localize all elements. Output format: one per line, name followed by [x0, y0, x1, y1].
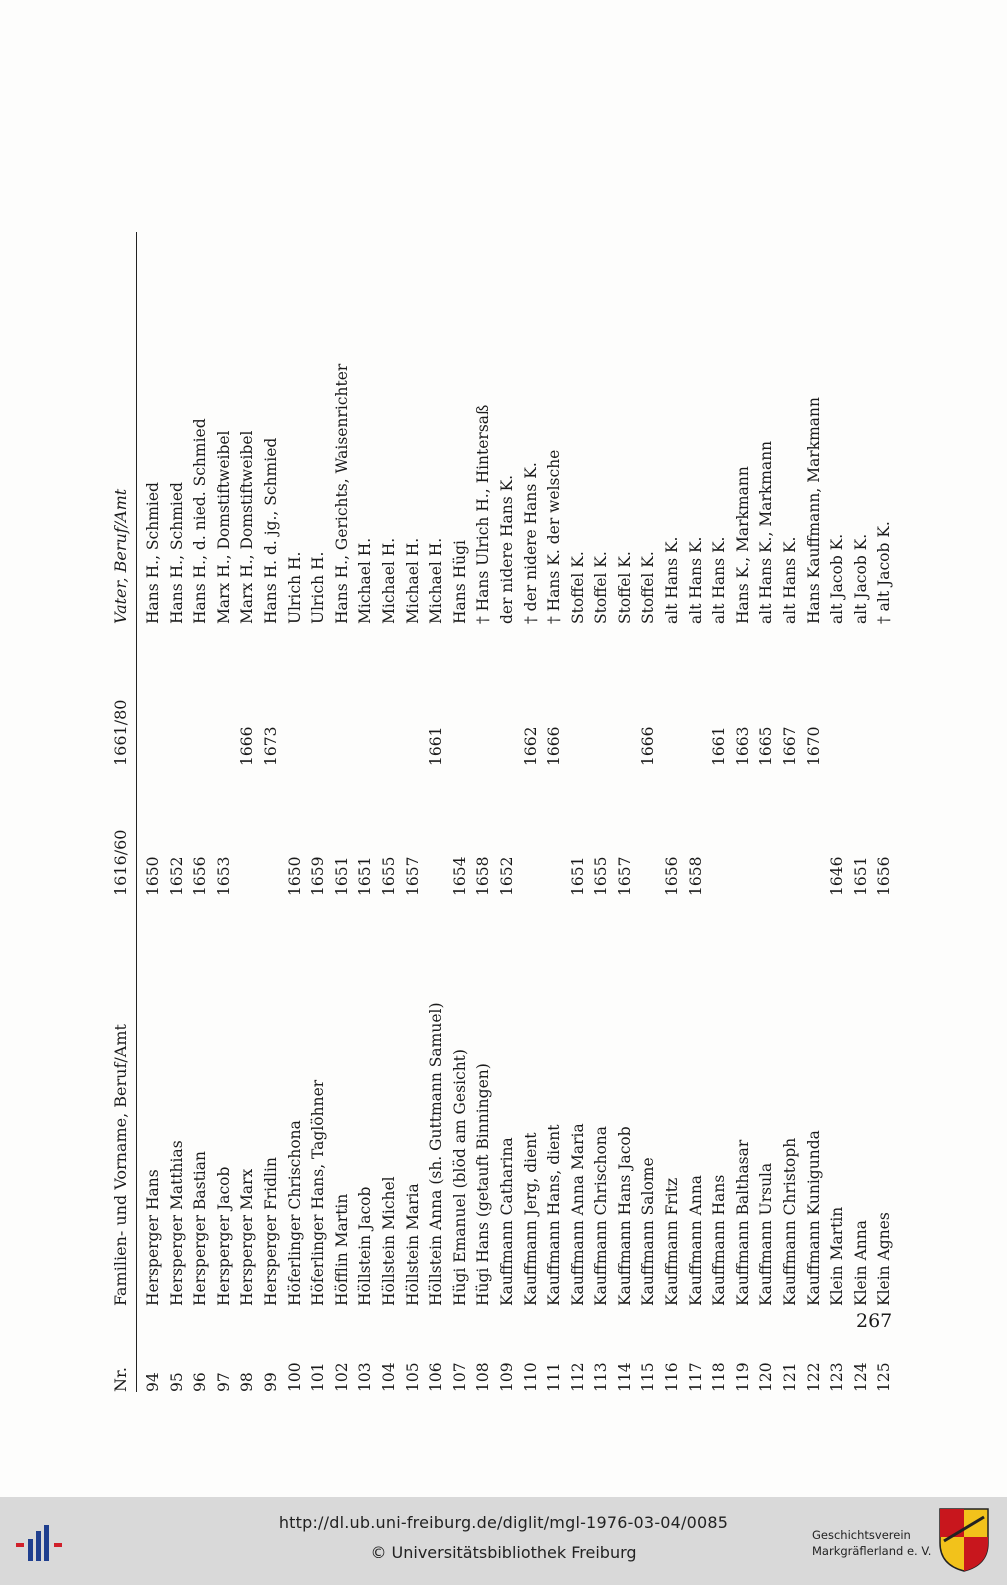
row-year-1616-60: 1651: [356, 856, 375, 896]
header-name: Familien- und Vorname, Beruf/Amt: [111, 1024, 130, 1306]
table-row: [755, 106, 779, 1392]
row-number: 112: [568, 1362, 587, 1392]
table-row: [213, 106, 237, 1392]
row-number: 103: [356, 1362, 375, 1392]
row-number: 95: [167, 1372, 186, 1392]
row-number: 114: [615, 1362, 634, 1392]
table-row: [284, 106, 308, 1392]
row-father: Stoffel K.: [615, 551, 634, 624]
row-father: Hans H., d. nied. Schmied: [191, 418, 210, 624]
row-name: Klein Martin: [828, 1206, 847, 1306]
row-father: Marx H., Domstiftweibel: [214, 430, 233, 624]
row-father: Michael H.: [356, 537, 375, 624]
row-year-1661-80: 1661: [427, 726, 446, 766]
header-father-initial: V: [111, 613, 130, 624]
row-name: Hügi Emanuel (blöd am Gesicht): [450, 1049, 469, 1306]
row-year-1616-60: 1655: [592, 856, 611, 896]
row-year-1616-60: 1659: [309, 856, 328, 896]
row-name: Hersperger Fridlin: [261, 1157, 280, 1306]
table-row: [850, 106, 874, 1392]
table-row: [307, 106, 331, 1392]
row-year-1661-80: 1666: [639, 726, 658, 766]
row-father: Michael H.: [403, 537, 422, 624]
row-number: 105: [403, 1362, 422, 1392]
row-father: Stoffel K.: [639, 551, 658, 624]
row-father: † alt Jacob K.: [875, 521, 894, 624]
row-name: Kauffmann Hans Jacob: [615, 1126, 634, 1306]
row-father: † Hans Ulrich H., Hintersaß: [474, 404, 493, 624]
table-row: [520, 106, 544, 1392]
table-row: [378, 106, 402, 1392]
row-name: Hersperger Bastian: [191, 1151, 210, 1306]
table-row: [189, 106, 213, 1392]
row-year-1616-60: 1657: [615, 856, 634, 896]
table-row: [142, 106, 166, 1392]
row-year-1616-60: 1651: [332, 856, 351, 896]
table-row: [472, 106, 496, 1392]
table-row: [496, 106, 520, 1392]
row-father: der nidere Hans K.: [497, 474, 516, 624]
row-year-1616-60: 1653: [214, 856, 233, 896]
table-row: [590, 106, 614, 1392]
row-year-1616-60: 1651: [851, 856, 870, 896]
row-name: Höfflin Martin: [332, 1193, 351, 1306]
row-number: 98: [238, 1372, 257, 1392]
footer-copyright: © Universitätsbibliothek Freiburg: [370, 1543, 637, 1562]
row-number: 123: [828, 1362, 847, 1392]
row-father: † Hans K. der welsche: [545, 449, 564, 624]
row-year-1661-80: 1663: [733, 726, 752, 766]
header-nr: Nr.: [111, 1367, 130, 1392]
row-father: Hans K., Markmann: [733, 466, 752, 624]
row-name: Kauffmann Salome: [639, 1157, 658, 1306]
row-number: 124: [851, 1362, 870, 1392]
table-row: [236, 106, 260, 1392]
table-row: [803, 106, 827, 1392]
table-row: [779, 106, 803, 1392]
row-father: Michael H.: [379, 537, 398, 624]
row-year-1616-60: 1656: [663, 856, 682, 896]
table-row: [260, 106, 284, 1392]
row-father: Hans Kauffmann, Markmann: [804, 396, 823, 624]
table-row: [614, 106, 638, 1392]
row-name: Kauffmann Hans: [710, 1174, 729, 1306]
row-number: 94: [144, 1372, 162, 1392]
row-name: Kauffmann Christoph: [781, 1137, 800, 1306]
footer-bar: [0, 1497, 1007, 1585]
row-number: 111: [545, 1362, 564, 1392]
row-number: 121: [781, 1362, 800, 1392]
row-year-1616-60: 1656: [191, 856, 210, 896]
row-name: Höferlinger Chrischona: [285, 1120, 304, 1306]
row-number: 109: [497, 1362, 516, 1392]
row-number: 116: [663, 1362, 682, 1392]
row-name: Hersperger Jacob: [214, 1166, 233, 1306]
row-number: 113: [592, 1362, 611, 1392]
row-number: 117: [686, 1362, 705, 1392]
row-father: Hans H., Schmied: [167, 482, 186, 624]
row-number: 110: [521, 1362, 540, 1392]
header-years-1616-60: 1616/60: [111, 829, 130, 896]
footer-url[interactable]: http://dl.ub.uni-freiburg.de/diglit/mgl-1976-03-04/0085: [278, 1513, 729, 1532]
page-number: 267: [856, 1310, 893, 1332]
row-name: Kauffmann Fritz: [663, 1177, 682, 1306]
row-number: 122: [804, 1362, 823, 1392]
row-year-1616-60: 1652: [497, 856, 516, 896]
header-years-1661-80: 1661/80: [111, 699, 130, 766]
row-father: alt Jacob K.: [851, 533, 870, 624]
row-year-1661-80: 1667: [781, 726, 800, 766]
row-number: 125: [875, 1362, 894, 1392]
row-father: Stoffel K.: [568, 551, 587, 624]
row-father: † der nidere Hans K.: [521, 462, 540, 624]
row-father: Hans H., Gerichts, Waisenrichter: [332, 363, 351, 624]
row-name: Höllstein Michel: [379, 1176, 398, 1306]
table-row: [166, 106, 190, 1392]
table-row: [826, 106, 850, 1392]
row-year-1616-60: 1658: [474, 856, 493, 896]
row-year-1661-80: 1666: [238, 726, 257, 766]
row-father: Marx H., Domstiftweibel: [238, 430, 257, 624]
society-line-2: Markgräflerland e. V.: [812, 1544, 932, 1558]
table-row: [637, 106, 661, 1392]
table-row: [331, 106, 355, 1392]
row-father: Ulrich H.: [309, 551, 328, 624]
row-year-1661-80: 1661: [710, 726, 729, 766]
row-name: Hügi Hans (getauft Binningen): [474, 1063, 493, 1306]
row-father: alt Jacob K.: [828, 533, 847, 624]
row-father: Stoffel K.: [592, 551, 611, 624]
row-year-1616-60: 1646: [828, 856, 847, 896]
row-number: 120: [757, 1362, 776, 1392]
row-number: 118: [710, 1362, 729, 1392]
row-name: Kauffmann Catharina: [497, 1137, 516, 1306]
row-number: 97: [214, 1372, 233, 1392]
row-year-1616-60: 1657: [403, 856, 422, 896]
row-number: 96: [191, 1372, 210, 1392]
row-name: Höllstein Anna (sh. Guttmann Samuel): [427, 1002, 446, 1306]
row-year-1661-80: 1662: [521, 726, 540, 766]
row-year-1616-60: 1658: [686, 856, 705, 896]
header-father: [108, 489, 134, 624]
row-father: alt Hans K.: [663, 536, 682, 624]
row-number: 115: [639, 1362, 658, 1392]
row-name: Klein Agnes: [875, 1212, 894, 1306]
header-father-rest: ater, Beruf/Amt: [111, 488, 130, 614]
row-name: Hersperger Marx: [238, 1168, 257, 1306]
row-year-1616-60: 1650: [285, 856, 304, 896]
table-row: [708, 106, 732, 1392]
row-father: Hans Hügi: [450, 539, 469, 624]
row-father: Ulrich H.: [285, 551, 304, 624]
row-name: Kauffmann Ursula: [757, 1162, 776, 1306]
row-name: Kauffmann Jerg, dient: [521, 1132, 540, 1306]
row-name: Höllstein Jacob: [356, 1186, 375, 1306]
row-number: 102: [332, 1362, 351, 1392]
row-name: Hersperger Hans: [144, 1169, 162, 1306]
markgraeflerland-crest-icon: [938, 1507, 990, 1573]
row-year-1616-60: 1656: [875, 856, 894, 896]
society-name: [812, 1527, 931, 1559]
table-row: [425, 106, 449, 1392]
row-number: 100: [285, 1362, 304, 1392]
row-father: alt Hans K.: [781, 536, 800, 624]
row-year-1616-60: 1652: [167, 856, 186, 896]
row-number: 106: [427, 1362, 446, 1392]
row-year-1616-60: 1655: [379, 856, 398, 896]
row-name: Hersperger Matthias: [167, 1140, 186, 1306]
table-row: [661, 106, 685, 1392]
row-father: alt Hans K., Markmann: [757, 440, 776, 624]
row-father: Hans H. d. jg., Schmied: [261, 437, 280, 624]
row-name: Klein Anna: [851, 1220, 870, 1306]
table-row: [449, 106, 473, 1392]
row-name: Höllstein Maria: [403, 1183, 422, 1306]
row-name: Kauffmann Balthasar: [733, 1139, 752, 1306]
table-row: [732, 106, 756, 1392]
row-number: 99: [261, 1372, 280, 1392]
table-row: [685, 106, 709, 1392]
row-year-1616-60: 1654: [450, 856, 469, 896]
row-father: Hans H., Schmied: [144, 482, 162, 624]
row-name: Kauffmann Kunigunda: [804, 1130, 823, 1306]
row-number: 104: [379, 1362, 398, 1392]
row-number: 107: [450, 1362, 469, 1392]
row-father: alt Hans K.: [710, 536, 729, 624]
table-body: [142, 106, 897, 1392]
table-row: [567, 106, 591, 1392]
row-year-1661-80: 1670: [804, 726, 823, 766]
society-line-1: Geschichtsverein: [812, 1528, 911, 1542]
row-year-1661-80: 1666: [545, 726, 564, 766]
row-name: Kauffmann Hans, dient: [545, 1124, 564, 1306]
table-row: [543, 106, 567, 1392]
row-year-1661-80: 1665: [757, 726, 776, 766]
row-number: 119: [733, 1362, 752, 1392]
row-father: alt Hans K.: [686, 536, 705, 624]
row-number: 101: [309, 1362, 328, 1392]
row-year-1616-60: 1650: [144, 856, 162, 896]
table-row: [354, 106, 378, 1392]
row-name: Kauffmann Chrischona: [592, 1125, 611, 1306]
table-row: [402, 106, 426, 1392]
row-name: Kauffmann Anna Maria: [568, 1123, 587, 1306]
rotated-table: [108, 106, 898, 1392]
row-name: Höferlinger Hans, Taglöhner: [309, 1079, 328, 1306]
row-father: Michael H.: [427, 537, 446, 624]
row-year-1661-80: 1673: [261, 726, 280, 766]
row-name: Kauffmann Anna: [686, 1174, 705, 1306]
header-rule: [136, 232, 137, 1392]
table-row: [873, 106, 897, 1392]
row-year-1616-60: 1651: [568, 856, 587, 896]
row-number: 108: [474, 1362, 493, 1392]
